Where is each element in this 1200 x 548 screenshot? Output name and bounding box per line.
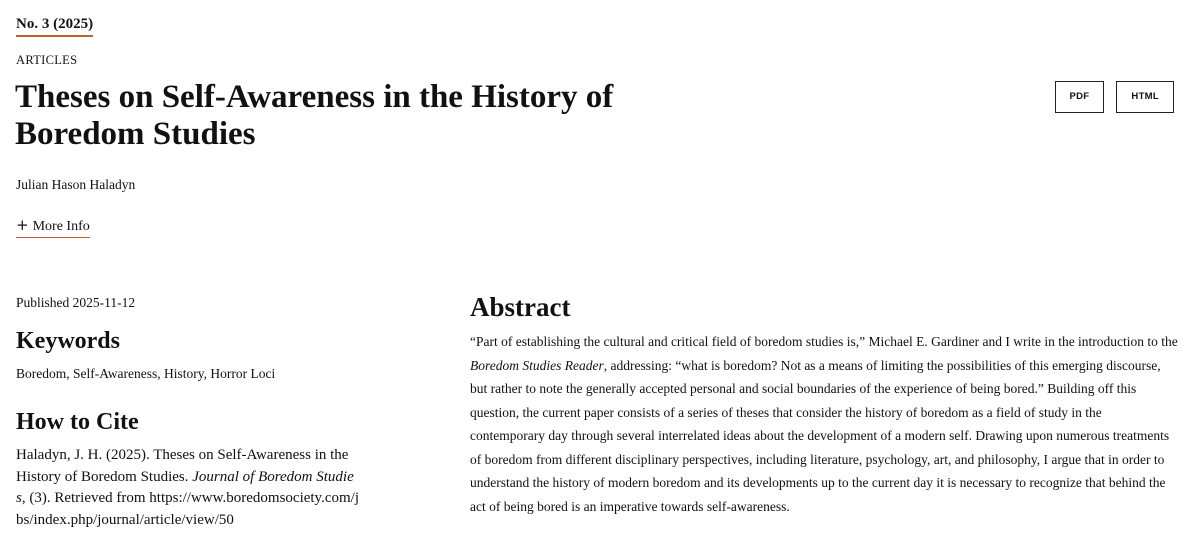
citation-journal: Journal of Boredom Studies — [16, 468, 354, 506]
more-info-label: More Info — [32, 219, 90, 234]
author-name: Julian Hason Haladyn — [16, 177, 136, 192]
galley-links — [1055, 81, 1175, 113]
citation-part-1: Haladyn, J. H. (2025). Theses on Self-Awareness in the History of Boredom Studies. — [16, 447, 349, 485]
html-button[interactable]: HTML — [1116, 81, 1174, 113]
keywords-heading: Keywords — [16, 328, 120, 354]
pdf-button[interactable]: PDF — [1055, 81, 1105, 113]
more-info-toggle[interactable] — [16, 216, 90, 238]
abstract-book-title: Boredom Studies Reader — [470, 357, 604, 373]
how-to-cite-heading: How to Cite — [16, 409, 139, 435]
issue-link[interactable]: No. 3 (2025) — [16, 15, 93, 37]
abstract-text — [470, 330, 1178, 518]
citation-text — [16, 445, 361, 531]
keywords-list: Boredom, Self-Awareness, History, Horror Loci — [16, 366, 276, 381]
abstract-heading: Abstract — [470, 292, 571, 322]
plus-icon: + — [16, 216, 29, 234]
abstract-part-2: , addressing: “what is boredom? Not as a means of limiting the possibilities of this emerging discourse, but rather to note the generally accepted personal and social boundaries of the experience of being bored.” Building off this question, the current paper consists of a series of theses that consider the history of boredom as a field of study in the contemporary day through several interrelated ideas about the development of a modern self. Drawing upon numerous treatments of boredom from different disciplinary perspectives, including literature, psychology, art, and philosophy, I argue that in order to understand the history of modern boredom and its developments up to the current day it is necessary to recognize that behind the act of being bored is an imperative towards self-awareness. — [470, 357, 1170, 514]
abstract-part-1: “Part of establishing the cultural and critical field of boredom studies is,” Michael E. Gardiner and I write in the introduction to the — [470, 334, 1178, 349]
section-label: ARTICLES — [16, 53, 78, 67]
citation-part-2: , (3). Retrieved from https://www.boredomsociety.com/jbs/index.php/journal/article/view/50 — [16, 490, 359, 528]
published-date: Published 2025-11-12 — [16, 295, 136, 310]
article-title: Theses on Self-Awareness in the History of Boredom Studies — [15, 79, 614, 152]
